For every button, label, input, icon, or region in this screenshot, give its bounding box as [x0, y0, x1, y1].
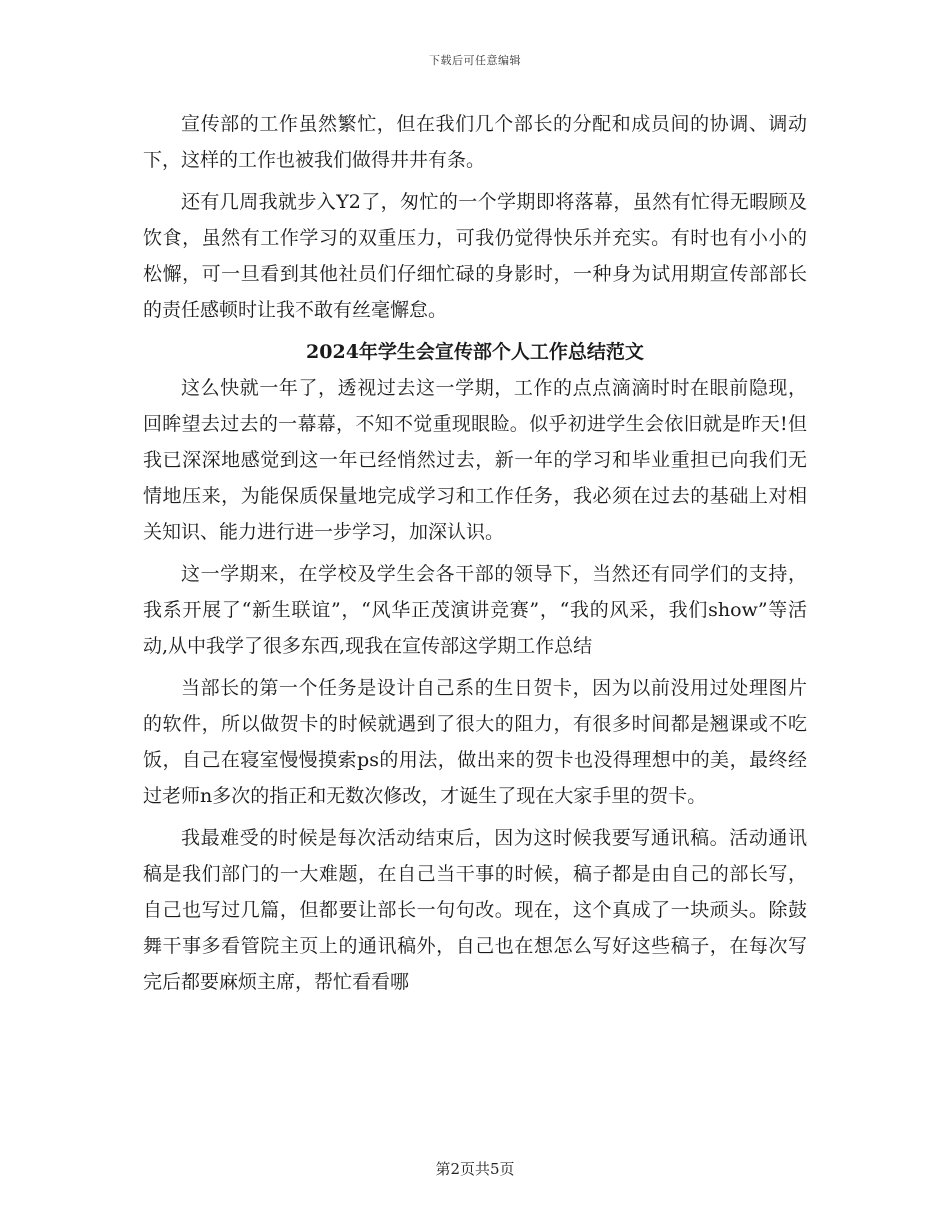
- page-header-note: 下载后可任意编辑: [429, 54, 521, 67]
- paragraph: 宣传部的工作虽然繁忙，但在我们几个部长的分配和成员间的协调、调动下，这样的工作也被我们做得井井有条。: [143, 113, 807, 171]
- paragraph: 这一学期来，在学校及学生会各干部的领导下，当然还有同学们的支持，我系开展了“新生联谊”，“风华正茂演讲竞赛”，“我的风采，我们show”等活动,从中我学了很多东西,现我在宣传部这学期工作总结: [143, 563, 807, 657]
- page-number: 第2页共5页: [435, 1160, 515, 1178]
- section-title: 2024年学生会宣传部个人工作总结范文: [306, 341, 644, 363]
- paragraph: 还有几周我就步入Y2了，匆忙的一个学期即将落幕，虽然有忙得无暇顾及饮食，虽然有工作学习的双重压力，可我仍觉得快乐并充实。有时也有小小的松懈，可一旦看到其他社员们仔细忙碌的身影时，一种身为试用期宣传部部长的责任感顿时让我不敢有丝毫懈怠。: [143, 191, 807, 321]
- paragraph: 当部长的第一个任务是设计自己系的生日贺卡，因为以前没用过处理图片的软件，所以做贺卡的时候就遇到了很大的阻力，有很多时间都是翘课或不吃饭，自己在寝室慢慢摸索ps的用法，做出来的贺卡也没得理想中的美，最终经过老师n多次的指正和无数次修改，才诞生了现在大家手里的贺卡。: [143, 677, 807, 807]
- document-body: [143, 106, 807, 1006]
- paragraph: 我最难受的时候是每次活动结束后，因为这时候我要写通讯稿。活动通讯稿是我们部门的一大难题，在自己当干事的时候，稿子都是由自己的部长写，自己也写过几篇，但都要让部长一句句改。现在，这个真成了一块顽头。除鼓舞干事多看管院主页上的通讯稿外，自己也在想怎么写好这些稿子，在每次写完后都要麻烦主席，帮忙看看哪: [143, 827, 807, 993]
- paragraph: 这么快就一年了，透视过去这一学期，工作的点点滴滴时时在眼前隐现，回眸望去过去的一幕幕，不知不觉重现眼睑。似乎初进学生会依旧就是昨天!但我已深深地感觉到这一年已经悄然过去，新一年的学习和毕业重担已向我们无情地压来，为能保质保量地完成学习和工作任务，我必须在过去的基础上对相关知识、能力进行进一步学习，加深认识。: [143, 377, 807, 543]
